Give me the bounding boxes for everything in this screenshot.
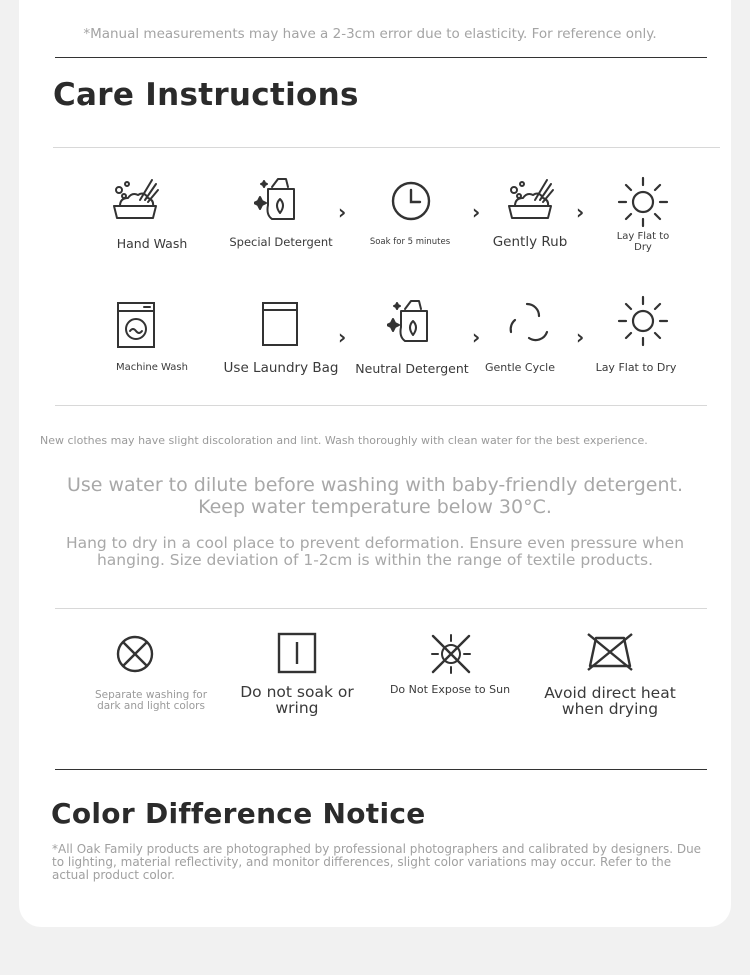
arrow-icon: ›	[576, 325, 585, 349]
hand-wash-icon	[110, 176, 162, 224]
care-label: Special Detergent	[229, 235, 333, 249]
warning-label-line: Do not soak or	[240, 683, 354, 701]
warning-label	[88, 690, 214, 712]
divider	[55, 405, 707, 406]
clock-icon	[390, 180, 432, 222]
dilute-note-line: Keep water temperature below 30°C.	[198, 496, 552, 518]
dilute-note	[40, 474, 710, 518]
warning-label-line: Separate washing for	[94, 689, 208, 701]
divider	[55, 57, 707, 58]
measurement-note: *Manual measurements may have a 2-3cm error due to elasticity. For reference only.	[83, 26, 657, 42]
no-mix-wash-icon	[115, 634, 155, 674]
detergent-bottle-icon	[387, 297, 433, 345]
arrow-icon: ›	[576, 200, 585, 224]
color-notice-title: Color Difference Notice	[51, 797, 426, 830]
hand-wash-icon	[505, 176, 557, 224]
discoloration-note: New clothes may have slight discoloration and lint. Wash thoroughly with clean water for the best experience.	[40, 434, 648, 447]
hang-note-line: hanging. Size deviation of 1-2cm is within the range of textile products.	[96, 551, 654, 569]
arrow-icon: ›	[338, 325, 347, 349]
hang-note	[40, 535, 710, 569]
care-label: Machine Wash	[116, 362, 188, 373]
care-instructions-title: Care Instructions	[53, 77, 359, 113]
washing-machine-icon	[116, 301, 156, 349]
care-label: Lay Flat to Dry	[616, 231, 670, 253]
care-label: Gently Rub	[492, 234, 568, 250]
arrow-icon: ›	[472, 200, 481, 224]
arrow-icon: ›	[472, 325, 481, 349]
divider	[55, 608, 707, 609]
sun-icon	[617, 295, 669, 347]
detergent-bottle-icon	[254, 175, 300, 223]
care-label: Lay Flat to Dry	[595, 361, 677, 374]
divider	[55, 769, 707, 770]
laundry-bag-icon	[261, 301, 299, 347]
hang-note-line: Hang to dry in a cool place to prevent deformation. Ensure even pressure when	[65, 534, 685, 552]
care-label: Gentle Cycle	[485, 361, 555, 374]
care-label: Soak for 5 minutes	[369, 237, 451, 247]
warning-label-line: wring	[275, 699, 319, 718]
care-label: Hand Wash	[116, 236, 188, 251]
no-sun-icon	[430, 633, 472, 675]
warning-label-line: Do Not Expose to Sun	[389, 683, 511, 696]
warning-label-line: Avoid direct heat	[544, 684, 676, 702]
warning-label	[380, 684, 520, 696]
color-notice-line: *All Oak Family products are photographed by professional photographers and calibrated by designers. Due	[52, 842, 702, 856]
arrow-icon: ›	[338, 200, 347, 224]
warning-label-line: dark and light colors	[97, 700, 205, 713]
color-notice-text	[52, 843, 712, 882]
gentle-cycle-icon	[505, 300, 553, 346]
warning-label-line: when drying	[561, 700, 659, 719]
warning-label	[534, 685, 686, 718]
sun-icon	[617, 176, 669, 228]
color-notice-line: to lighting, material reflectivity, and monitor differences, slight color variations may occur. Refer to the	[52, 855, 672, 869]
care-label: Neutral Detergent	[355, 361, 469, 376]
content-card	[19, 0, 731, 927]
no-heat-drying-icon	[586, 632, 634, 672]
no-wring-icon	[277, 632, 317, 674]
care-label: Use Laundry Bag	[223, 360, 339, 376]
warning-label	[228, 684, 366, 717]
divider	[53, 147, 720, 148]
dilute-note-line: Use water to dilute before washing with baby-friendly detergent.	[66, 474, 684, 496]
color-notice-line: actual product color.	[52, 868, 175, 882]
